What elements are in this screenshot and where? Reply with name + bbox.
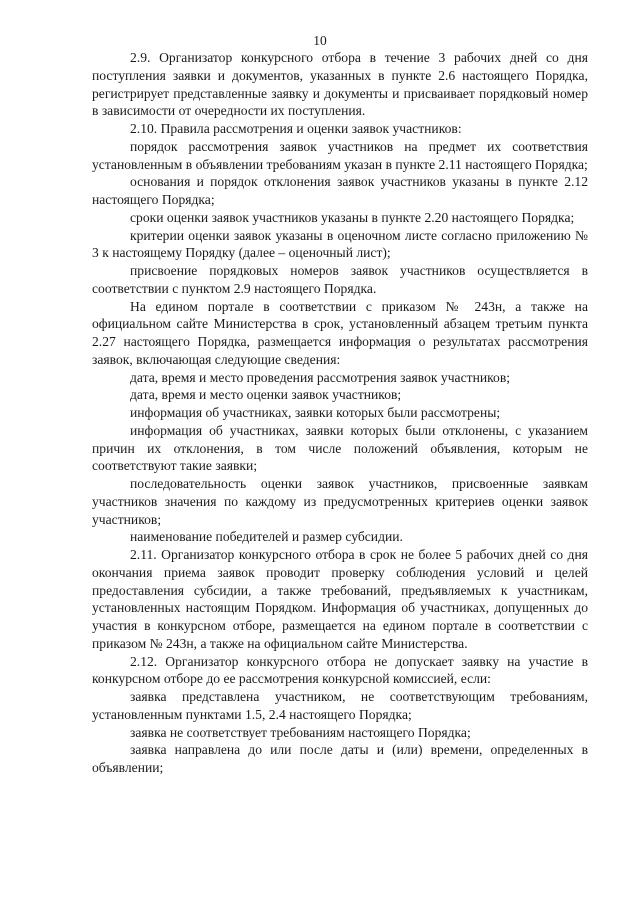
paragraph-2-9: 2.9. Организатор конкурсного отбора в течение 3 рабочих дней со дня поступления заявки и документов, указанных в пункте 2.6 настоящего Порядка, регистрирует представленные заявку и документы и присваивает порядковый номер в зависимости от очередности их поступления. <box>92 50 588 119</box>
paragraph-2-12: 2.12. Организатор конкурсного отбора не допускает заявку на участие в конкурсном отборе до ее рассмотрения конкурсной комиссией, если: <box>92 653 588 687</box>
paragraph-late-application: заявка направлена до или после даты и (или) времени, определенных в объявлении; <box>92 742 588 775</box>
paragraph-winners: наименование победителей и размер субсидии. <box>130 529 403 545</box>
page-number: 10 <box>313 33 327 48</box>
paragraph-noncompliant-application: заявка не соответствует требованиям настоящего Порядка; <box>130 724 471 740</box>
paragraph-review-date: дата, время и место проведения рассмотрения заявок участников; <box>130 369 511 385</box>
paragraph-evaluation-date: дата, время и место оценки заявок участников; <box>130 387 402 403</box>
paragraph-evaluation-terms: сроки оценки заявок участников указаны в пункте 2.20 настоящего Порядка; <box>130 209 575 225</box>
paragraph-rejection-grounds: основания и порядок отклонения заявок участников указаны в пункте 2.12 настоящего Порядка; <box>92 174 588 207</box>
paragraph-2-11: 2.11. Организатор конкурсного отбора в срок не более 5 рабочих дней со дня окончания приема заявок проводит проверку соблюдения условий и целей предоставления субсидии, а также требований, предъявляемых к участникам, установленных настоящим Порядком. Информация об участниках, допущенных до участия в конкурсном отборе, размещается на едином портале в соответствии с приказом № 243н, а также на официальном сайте Министерства. <box>92 547 588 651</box>
paragraph-rejected-participants: информация об участниках, заявки которых были отклонены, с указанием причин их отклонения, в том числе положений объявления, которым не соответствуют такие заявки; <box>92 422 588 474</box>
paragraph-portal-publication: На едином портале в соответствии с приказом № 243н, а также на официальном сайте Министерства в срок, установленный абзацем третьим пункта 2.27 настоящего Порядка, размещается информация о результатах рассмотрения заявок, включающая следующие сведения: <box>92 298 588 367</box>
paragraph-review-procedure: порядок рассмотрения заявок участников на предмет их соответствия установленным в объявлении требованиям указан в пункте 2.11 настоящего Порядка; <box>92 138 588 172</box>
paragraph-2-10: 2.10. Правила рассмотрения и оценки заявок участников: <box>130 121 462 136</box>
paragraph-ordinal-numbers: присвоение порядковых номеров заявок участников осуществляется в соответствии с пунктом 2.9 настоящего Порядка. <box>92 263 588 296</box>
paragraph-evaluation-sequence: последовательность оценки заявок участников, присвоенные заявкам участников значения по каждому из предусмотренных критериев оценки заявок участников; <box>92 476 588 527</box>
paragraph-reviewed-participants: информация об участниках, заявки которых были рассмотрены; <box>130 405 501 420</box>
paragraph-noncompliant-participant: заявка представлена участником, не соответствующим требованиям, установленным пунктами 1.5, 2.4 настоящего Порядка; <box>92 689 588 722</box>
paragraph-evaluation-criteria: критерии оценки заявок указаны в оценочном листе согласно приложению № 3 к настоящему Порядку (далее – оценочный лист); <box>92 227 588 261</box>
document-body <box>92 49 588 777</box>
